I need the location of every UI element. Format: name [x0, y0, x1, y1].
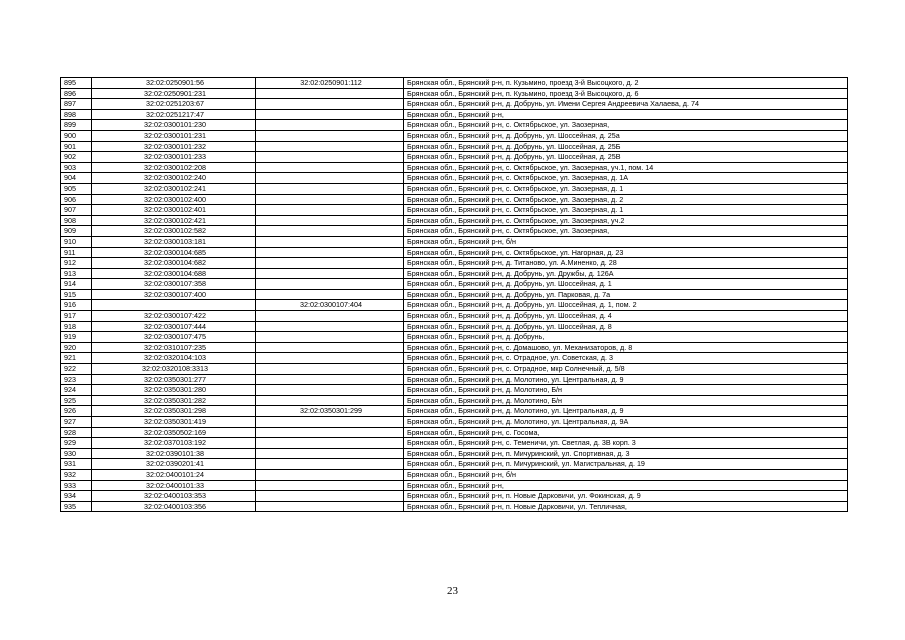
address: Брянская обл., Брянский р-н, д. Добрунь, ул. Шоссейная, д. 1: [404, 279, 848, 290]
address: Брянская обл., Брянский р-н, с. Госома,: [404, 427, 848, 438]
cadastral-number: 32:02:0300107:400: [92, 289, 256, 300]
linked-cadastral-number: [256, 268, 404, 279]
table-row: [61, 353, 848, 364]
table-row: [61, 501, 848, 512]
row-number: 914: [61, 279, 92, 290]
row-number: 899: [61, 120, 92, 131]
cadastral-number: 32:02:0300107:358: [92, 279, 256, 290]
address: Брянская обл., Брянский р-н, д. Добрунь,: [404, 332, 848, 343]
linked-cadastral-number: [256, 459, 404, 470]
cadastral-number: 32:02:0300104:682: [92, 258, 256, 269]
row-number: 918: [61, 321, 92, 332]
address: Брянская обл., Брянский р-н, с. Октябрьское, ул. Заозерная, д. 1: [404, 183, 848, 194]
linked-cadastral-number: [256, 205, 404, 216]
row-number: 921: [61, 353, 92, 364]
row-number: 917: [61, 311, 92, 322]
linked-cadastral-number: [256, 480, 404, 491]
address: Брянская обл., Брянский р-н, с. Октябрьское, ул. Заозерная, д. 1: [404, 205, 848, 216]
row-number: 925: [61, 395, 92, 406]
address: Брянская обл., Брянский р-н, с. Октябрьское, ул. Заозерная,: [404, 226, 848, 237]
table-row: [61, 279, 848, 290]
table-row: [61, 162, 848, 173]
cadastral-number: 32:02:0250901:231: [92, 88, 256, 99]
linked-cadastral-number: [256, 247, 404, 258]
linked-cadastral-number: [256, 353, 404, 364]
address: Брянская обл., Брянский р-н, д. Молотино, Б/н: [404, 385, 848, 396]
linked-cadastral-number: [256, 120, 404, 131]
linked-cadastral-number: [256, 491, 404, 502]
address: Брянская обл., Брянский р-н, п. Кузьмино, проезд 3-й Высоцкого, д. 2: [404, 78, 848, 89]
cadastral-number: 32:02:0300102:421: [92, 215, 256, 226]
linked-cadastral-number: [256, 448, 404, 459]
table-row: [61, 258, 848, 269]
row-number: 897: [61, 99, 92, 110]
table-row: [61, 427, 848, 438]
table-row: [61, 247, 848, 258]
linked-cadastral-number: [256, 364, 404, 375]
address: Брянская обл., Брянский р-н, д. Добрунь, ул. Шоссейная, д. 25а: [404, 130, 848, 141]
row-number: 913: [61, 268, 92, 279]
address: Брянская обл., Брянский р-н, д. Молотино, ул. Центральная, д. 9А: [404, 417, 848, 428]
linked-cadastral-number: [256, 152, 404, 163]
cadastral-number: 32:02:0300107:444: [92, 321, 256, 332]
address: Брянская обл., Брянский р-н, п. Новые Дарковичи, ул. Фокинская, д. 9: [404, 491, 848, 502]
linked-cadastral-number: [256, 130, 404, 141]
row-number: 900: [61, 130, 92, 141]
table-row: [61, 374, 848, 385]
cadastral-number: 32:02:0300102:240: [92, 173, 256, 184]
linked-cadastral-number: [256, 258, 404, 269]
table-row: [61, 406, 848, 417]
cadastral-number: 32:02:0300102:401: [92, 205, 256, 216]
address: Брянская обл., Брянский р-н, с. Отрадное, мкр Солнечный, д. 5/8: [404, 364, 848, 375]
table-row: [61, 130, 848, 141]
address: Брянская обл., Брянский р-н, с. Октябрьское, ул. Заозерная,: [404, 120, 848, 131]
cadastral-number: 32:02:0300107:475: [92, 332, 256, 343]
linked-cadastral-number: [256, 88, 404, 99]
table-row: [61, 342, 848, 353]
linked-cadastral-number: [256, 395, 404, 406]
address: Брянская обл., Брянский р-н, с. Октябрьское, ул. Заозерная, уч.1, пом. 14: [404, 162, 848, 173]
table-row: [61, 268, 848, 279]
address: Брянская обл., Брянский р-н, с. Домашово, ул. Механизаторов, д. 8: [404, 342, 848, 353]
row-number: 905: [61, 183, 92, 194]
cadastral-number: 32:02:0320104:103: [92, 353, 256, 364]
cadastral-number: 32:02:0251217:47: [92, 109, 256, 120]
row-number: 931: [61, 459, 92, 470]
address: Брянская обл., Брянский р-н, д. Добрунь, ул. Парковая, д. 7а: [404, 289, 848, 300]
row-number: 927: [61, 417, 92, 428]
address: Брянская обл., Брянский р-н, д. Добрунь, ул. Дружбы, д. 126А: [404, 268, 848, 279]
table-row: [61, 491, 848, 502]
address: Брянская обл., Брянский р-н, п. Мичуринский, ул. Магистральная, д. 19: [404, 459, 848, 470]
cadastral-number: 32:02:0350301:277: [92, 374, 256, 385]
address: Брянская обл., Брянский р-н, с. Теменичи, ул. Светлая, д. 3В корп. 3: [404, 438, 848, 449]
table-row: [61, 385, 848, 396]
cadastral-number: 32:02:0350301:298: [92, 406, 256, 417]
cadastral-number: 32:02:0250901:56: [92, 78, 256, 89]
linked-cadastral-number: [256, 289, 404, 300]
row-number: 923: [61, 374, 92, 385]
cadastral-number: 32:02:0350301:282: [92, 395, 256, 406]
table-row: [61, 438, 848, 449]
address: Брянская обл., Брянский р-н, п. Новые Дарковичи, ул. Тепличная,: [404, 501, 848, 512]
row-number: 898: [61, 109, 92, 120]
cadastral-table: [60, 77, 848, 512]
cadastral-number: 32:02:0300107:422: [92, 311, 256, 322]
row-number: 915: [61, 289, 92, 300]
linked-cadastral-number: [256, 109, 404, 120]
table-row: [61, 173, 848, 184]
linked-cadastral-number: 32:02:0350301:299: [256, 406, 404, 417]
cadastral-number: 32:02:0300102:582: [92, 226, 256, 237]
table-row: [61, 289, 848, 300]
address: Брянская обл., Брянский р-н,: [404, 109, 848, 120]
table-row: [61, 109, 848, 120]
table-row: [61, 480, 848, 491]
linked-cadastral-number: [256, 173, 404, 184]
cadastral-number: 32:02:0400101:33: [92, 480, 256, 491]
linked-cadastral-number: [256, 141, 404, 152]
row-number: 902: [61, 152, 92, 163]
linked-cadastral-number: 32:02:0300107:404: [256, 300, 404, 311]
cadastral-number: 32:02:0400103:353: [92, 491, 256, 502]
table-row: [61, 321, 848, 332]
row-number: 912: [61, 258, 92, 269]
table-row: [61, 417, 848, 428]
linked-cadastral-number: [256, 311, 404, 322]
table-row: [61, 120, 848, 131]
cadastral-number: 32:02:0350301:419: [92, 417, 256, 428]
address: Брянская обл., Брянский р-н, с. Октябрьское, ул. Заозерная, д. 1А: [404, 173, 848, 184]
row-number: 903: [61, 162, 92, 173]
address: Брянская обл., Брянский р-н, с. Отрадное, ул. Советская, д. 3: [404, 353, 848, 364]
table-row: [61, 88, 848, 99]
table-row: [61, 311, 848, 322]
cadastral-number: 32:02:0300101:232: [92, 141, 256, 152]
cadastral-number: 32:02:0300102:241: [92, 183, 256, 194]
address: Брянская обл., Брянский р-н, д. Добрунь, ул. Имени Сергея Андреевича Халаева, д. 74: [404, 99, 848, 110]
cadastral-number: 32:02:0350301:280: [92, 385, 256, 396]
linked-cadastral-number: [256, 417, 404, 428]
table-row: [61, 332, 848, 343]
table-row: [61, 459, 848, 470]
address: Брянская обл., Брянский р-н, д. Титаново, ул. А.Миненко, д. 28: [404, 258, 848, 269]
table-row: [61, 469, 848, 480]
cadastral-number: [92, 300, 256, 311]
table-row: [61, 99, 848, 110]
cadastral-number: 32:02:0370103:192: [92, 438, 256, 449]
address: Брянская обл., Брянский р-н, д. Молотино, ул. Центральная, д. 9: [404, 406, 848, 417]
cadastral-number: 32:02:0400101:24: [92, 469, 256, 480]
row-number: 916: [61, 300, 92, 311]
linked-cadastral-number: [256, 99, 404, 110]
address: Брянская обл., Брянский р-н, с. Октябрьское, ул. Нагорная, д. 23: [404, 247, 848, 258]
row-number: 901: [61, 141, 92, 152]
row-number: 904: [61, 173, 92, 184]
cadastral-number: 32:02:0300101:231: [92, 130, 256, 141]
address: Брянская обл., Брянский р-н, с. Октябрьское, ул. Заозерная, уч.2: [404, 215, 848, 226]
row-number: 926: [61, 406, 92, 417]
table-row: [61, 395, 848, 406]
address: Брянская обл., Брянский р-н, п. Мичуринский, ул. Спортивная, д. 3: [404, 448, 848, 459]
linked-cadastral-number: [256, 226, 404, 237]
table-row: [61, 194, 848, 205]
table-row: [61, 364, 848, 375]
cadastral-number: 32:02:0320108:3313: [92, 364, 256, 375]
address: Брянская обл., Брянский р-н, с. Октябрьское, ул. Заозерная, д. 2: [404, 194, 848, 205]
cadastral-number: 32:02:0400103:356: [92, 501, 256, 512]
row-number: 908: [61, 215, 92, 226]
row-number: 922: [61, 364, 92, 375]
address: Брянская обл., Брянский р-н, д. Добрунь, ул. Шоссейная, д. 4: [404, 311, 848, 322]
linked-cadastral-number: 32:02:0250901:112: [256, 78, 404, 89]
row-number: 911: [61, 247, 92, 258]
cadastral-number: 32:02:0300103:181: [92, 236, 256, 247]
table-row: [61, 152, 848, 163]
address: Брянская обл., Брянский р-н, д. Молотино, ул. Центральная, д. 9: [404, 374, 848, 385]
row-number: 933: [61, 480, 92, 491]
cadastral-number: 32:02:0251203:67: [92, 99, 256, 110]
row-number: 924: [61, 385, 92, 396]
linked-cadastral-number: [256, 385, 404, 396]
linked-cadastral-number: [256, 501, 404, 512]
linked-cadastral-number: [256, 162, 404, 173]
cadastral-number: 32:02:0390101:38: [92, 448, 256, 459]
linked-cadastral-number: [256, 236, 404, 247]
address: Брянская обл., Брянский р-н, д. Молотино, Б/н: [404, 395, 848, 406]
table-row: [61, 183, 848, 194]
page-number: 23: [447, 585, 458, 597]
linked-cadastral-number: [256, 215, 404, 226]
row-number: 932: [61, 469, 92, 480]
table-row: [61, 448, 848, 459]
linked-cadastral-number: [256, 374, 404, 385]
row-number: 930: [61, 448, 92, 459]
row-number: 909: [61, 226, 92, 237]
address: Брянская обл., Брянский р-н,: [404, 480, 848, 491]
address: Брянская обл., Брянский р-н, д. Добрунь, ул. Шоссейная, д. 25В: [404, 152, 848, 163]
table-row: [61, 300, 848, 311]
linked-cadastral-number: [256, 469, 404, 480]
linked-cadastral-number: [256, 438, 404, 449]
cadastral-number: 32:02:0300101:233: [92, 152, 256, 163]
row-number: 928: [61, 427, 92, 438]
cadastral-number: 32:02:0300104:685: [92, 247, 256, 258]
address: Брянская обл., Брянский р-н, б/н: [404, 469, 848, 480]
cadastral-number: 32:02:0390201:41: [92, 459, 256, 470]
table-body: [61, 78, 848, 512]
linked-cadastral-number: [256, 342, 404, 353]
linked-cadastral-number: [256, 194, 404, 205]
table-row: [61, 226, 848, 237]
table-row: [61, 236, 848, 247]
row-number: 929: [61, 438, 92, 449]
table-row: [61, 141, 848, 152]
address: Брянская обл., Брянский р-н, д. Добрунь, ул. Шоссейная, д. 25Б: [404, 141, 848, 152]
table-row: [61, 78, 848, 89]
cadastral-number: 32:02:0310107:235: [92, 342, 256, 353]
table-row: [61, 215, 848, 226]
cadastral-number: 32:02:0300102:400: [92, 194, 256, 205]
row-number: 907: [61, 205, 92, 216]
cadastral-number: 32:02:0300104:688: [92, 268, 256, 279]
linked-cadastral-number: [256, 279, 404, 290]
cadastral-number: 32:02:0300101:230: [92, 120, 256, 131]
row-number: 906: [61, 194, 92, 205]
linked-cadastral-number: [256, 183, 404, 194]
row-number: 935: [61, 501, 92, 512]
linked-cadastral-number: [256, 427, 404, 438]
row-number: 919: [61, 332, 92, 343]
row-number: 895: [61, 78, 92, 89]
row-number: 896: [61, 88, 92, 99]
address: Брянская обл., Брянский р-н, д. Добрунь, ул. Шоссейная, д. 1, пом. 2: [404, 300, 848, 311]
address: Брянская обл., Брянский р-н, б/н: [404, 236, 848, 247]
linked-cadastral-number: [256, 332, 404, 343]
cadastral-number: 32:02:0350502:169: [92, 427, 256, 438]
row-number: 910: [61, 236, 92, 247]
table-row: [61, 205, 848, 216]
row-number: 934: [61, 491, 92, 502]
row-number: 920: [61, 342, 92, 353]
linked-cadastral-number: [256, 321, 404, 332]
cadastral-number: 32:02:0300102:208: [92, 162, 256, 173]
address: Брянская обл., Брянский р-н, п. Кузьмино, проезд 3-й Высоцкого, д. 6: [404, 88, 848, 99]
address: Брянская обл., Брянский р-н, д. Добрунь, ул. Шоссейная, д. 8: [404, 321, 848, 332]
